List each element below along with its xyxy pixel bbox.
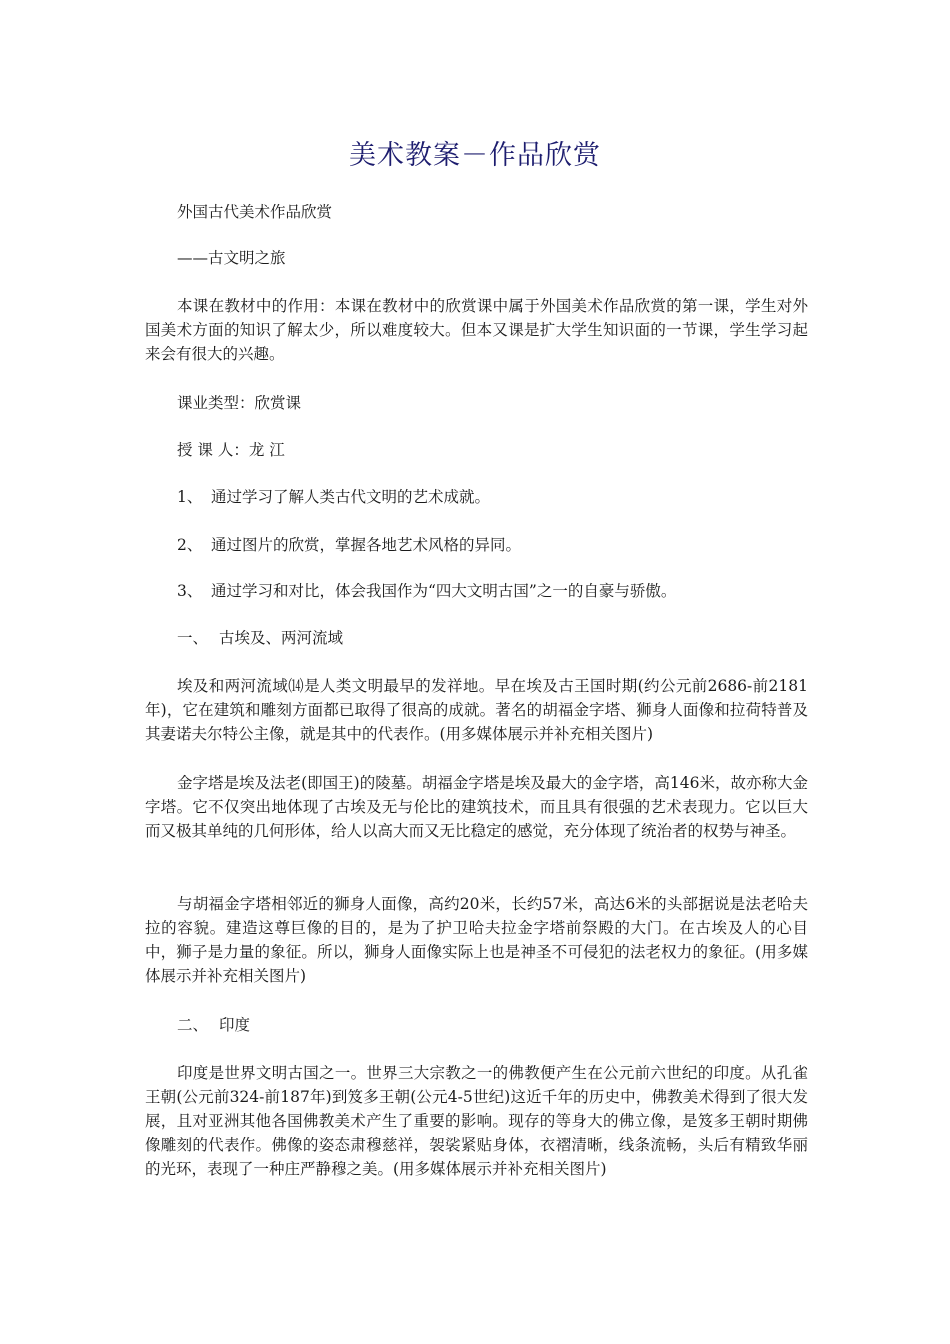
egypt-paragraph-3: 与胡福金字塔相邻近的狮身人面像，高约20米，长约57米，高达6米的头部据说是法老哈夫拉的容貌。建造这尊巨像的目的，是为了护卫哈夫拉金字塔前祭殿的大门。在古埃及人的心目中，狮子是力量的象征。所以，狮身人面像实际上也是神圣不可侵犯的法老权力的象征。(用多媒体展示并补充相关图片) [145,895,808,985]
objective-number: 3、 [177,582,203,600]
section-title: 古埃及、两河流域 [219,629,344,647]
objective-number: 2、 [177,536,203,554]
section-title: 印度 [219,1016,251,1034]
objective-number: 1、 [177,488,203,506]
role-paragraph: 本课在教材中的作用：本课在教材中的欣赏课中属于外国美术作品欣赏的第一课，学生对外国美术方面的知识了解太少，所以难度较大。但本又课是扩大学生知识面的一节课，学生学习起来会有很大的兴趣。 [145,297,808,363]
lesson-type: 课业类型：欣赏课 [177,394,302,412]
section-number: 一、 [177,629,209,647]
page-title: 美术教案－作品欣赏 [349,140,601,171]
objective-item [177,533,521,557]
objective-item [177,579,676,603]
objective-text: 通过学习和对比，体会我国作为“四大文明古国”之一的自豪与骄傲。 [211,582,677,600]
section-heading-india [177,1013,250,1037]
egypt-paragraph-2: 金字塔是埃及法老(即国王)的陵墓。胡福金字塔是埃及最大的金字塔，高146米，故亦称大金字塔。它不仅突出地体现了古埃及无与伦比的建筑技术，而且具有很强的艺术表现力。它以巨大而又极其单纯的几何形体，给人以高大而又无比稳定的感觉，充分体现了统治者的权势与神圣。 [145,774,808,840]
subtitle: 外国古代美术作品欣赏 [177,203,333,221]
theme-line: ——古文明之旅 [177,249,286,267]
objective-item [177,485,490,509]
egypt-paragraph-1: 埃及和两河流域⒁是人类文明最早的发祥地。早在埃及古王国时期(约公元前2686-前2181年)，它在建筑和雕刻方面都已取得了很高的成就。著名的胡福金字塔、狮身人面像和拉荷特普及其妻诺夫尔特公主像，就是其中的代表作。(用多媒体展示并补充相关图片) [145,677,808,743]
section-heading-egypt [177,626,343,650]
objective-text: 通过学习了解人类古代文明的艺术成就。 [211,488,491,506]
objective-text: 通过图片的欣赏，掌握各地艺术风格的异同。 [211,536,522,554]
section-number: 二、 [177,1016,209,1034]
india-paragraph-1: 印度是世界文明古国之一。世界三大宗教之一的佛教便产生在公元前六世纪的印度。从孔雀王朝(公元前324-前187年)到笈多王朝(公元4-5世纪)这近千年的历史中，佛教美术得到了很大发展，且对亚洲其他各国佛教美术产生了重要的影响。现存的等身大的佛立像，是笈多王朝时期佛像雕刻的代表作。佛像的姿态肃穆慈祥，袈裟紧贴身体，衣褶清晰，线条流畅，头后有精致华丽的光环，表现了一种庄严静穆之美。(用多媒体展示并补充相关图片) [145,1064,808,1178]
teacher-line: 授 课 人：龙 江 [177,441,285,459]
